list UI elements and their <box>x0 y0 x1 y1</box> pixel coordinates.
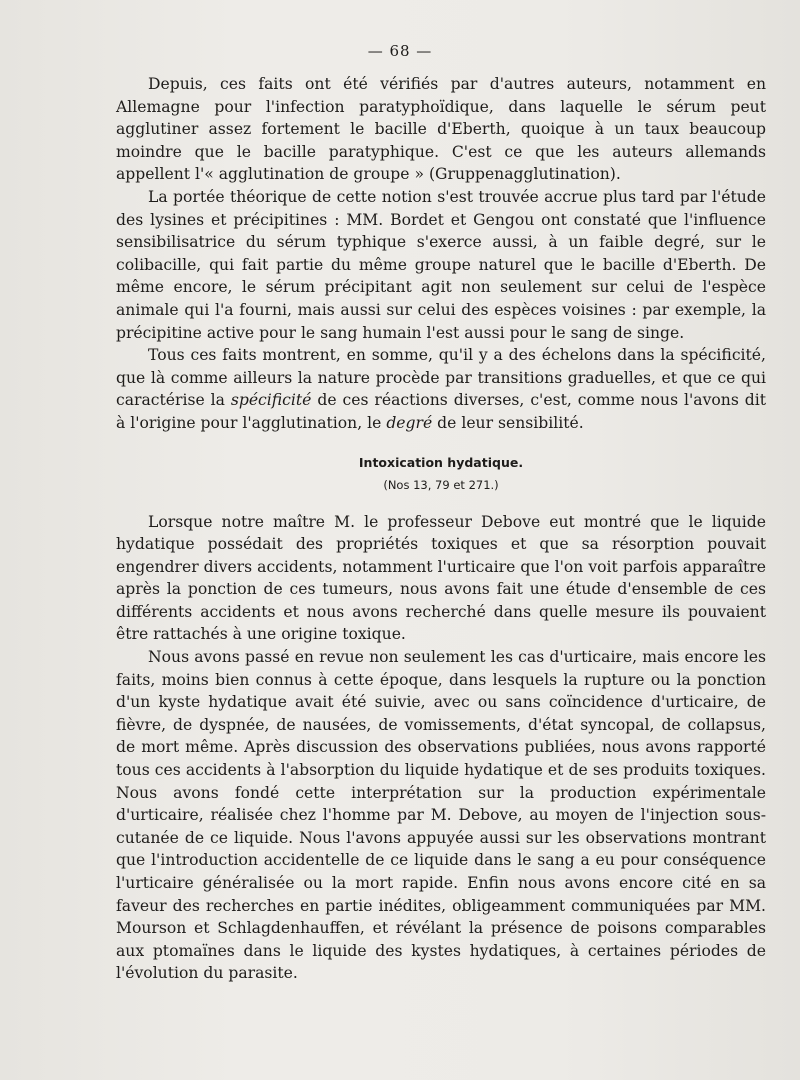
page-number: — 68 — <box>367 42 433 60</box>
paragraph-3-part-3: de leur sensibilité. <box>432 413 584 432</box>
text-body <box>116 73 766 985</box>
section-references: (Nos 13, 79 et 271.) <box>383 477 499 492</box>
paragraph-3-emphasis-1: spécificité <box>230 391 312 410</box>
paragraph-3-emphasis-2: degré <box>386 413 433 432</box>
paragraph-3 <box>116 344 766 434</box>
paragraph-3-part-2: de ces réactions diverses, c'est, comme nous l'avons dit à l'origine pour l'agglutination, le <box>116 391 766 432</box>
paragraph-2: La portée théorique de cette notion s'est trouvée accrue plus tard par l'étude des lysines et précipitines : MM. Bordet et Gengou ont constaté que l'influence sensibilisatrice du sérum typhique s'exerce aussi, à un faible degré, sur le colibacille, qui fait partie du même groupe naturel que le bacille d'Eberth. De même encore, le sérum précipitant agit non seulement sur celui de l'espèce animale qui l'a fourni, mais aussi sur celui des espèces voisines : par exemple, la précipitine active pour le sang humain l'est aussi pour le sang de singe. <box>116 187 766 342</box>
paragraph-5: Nous avons passé en revue non seulement les cas d'urticaire, mais encore les faits, moins bien connus à cette époque, dans lesquels la rupture ou la ponction d'un kyste hydatique avait été suivie, avec ou sans coïncidence d'urticaire, de fièvre, de dyspnée, de nausées, de vomissements, d'état syncopal, de collapsus, de mort même. Après discussion des observations publiées, nous avons rapporté tous ces accidents à l'absorption du liquide hydatique et de ses produits toxiques. Nous avons fondé cette interprétation sur la production expérimentale d'urticaire, réalisée chez l'homme par M. Debove, au moyen de l'injection sous-cutanée de ce liquide. Nous l'avons appuyée aussi sur les observations montrant que l'introduction accidentelle de ce liquide dans le sang a eu pour conséquence l'urticaire généralisée ou la mort rapide. Enfin nous avons encore cité en sa faveur des recherches en partie inédites, obligeamment communiquées par MM. Mourson et Schlagdenhauffen, et révélant la présence de poisons comparables aux ptomaïnes dans le liquide des kystes hydatiques, à certaines périodes de l'évolution du parasite. <box>116 648 766 983</box>
section-heading: Intoxication hydatique. <box>358 454 524 470</box>
paragraph-4: Lorsque notre maître M. le professeur Debove eut montré que le liquide hydatique possédait des propriétés toxiques et que sa résorption pouvait engendrer divers accidents, notamment l'urticaire que l'on voit parfois apparaître après la ponction de ces tumeurs, nous avons fait une étude d'ensemble de ces différents accidents et nous avons recherché dans quelle mesure ils pouvaient être rattachés à une origine toxique. <box>116 512 766 644</box>
paragraph-3-part-1: Tous ces faits montrent, en somme, qu'il y a des échelons dans la spécificité, que là comme ailleurs la nature procède par transitions graduelles, et que ce qui caractérise la <box>116 346 766 410</box>
paragraph-1: Depuis, ces faits ont été vérifiés par d'autres auteurs, notamment en Allemagne pour l'infection paratyphoïdique, dans laquelle le sérum peut agglutiner assez fortement le bacille d'Eberth, quoique à un taux beaucoup moindre que le bacille paratyphique. C'est ce que les auteurs allemands appellent l'« agglutination de groupe » (Gruppenagglutination). <box>116 75 766 184</box>
